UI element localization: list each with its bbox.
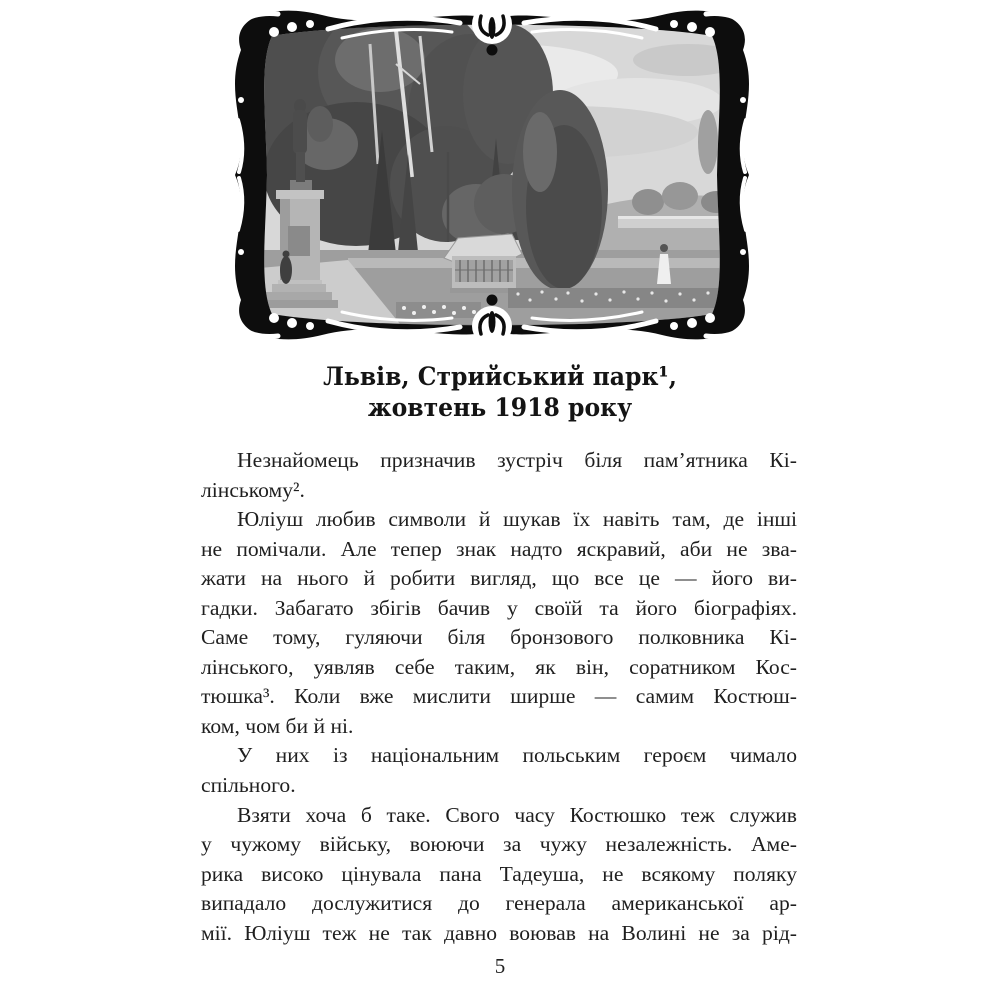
text-line: Саме тому, гуляючи біля бронзового полковника Кі- (201, 625, 797, 650)
paragraph (201, 801, 797, 949)
text-line: лінському². (201, 477, 305, 502)
paragraph (201, 446, 797, 505)
text-line: ком, чом би й ні. (201, 713, 354, 738)
text-line: жати на нього й робити вигляд, що все це — його ви- (201, 566, 797, 591)
text-line: не помічали. Але тепер знак надто яскравий, аби не зва- (201, 536, 797, 561)
text-line: Незнайомець призначив зустріч біля пам’ятника Кі- (237, 448, 797, 472)
text-line: Взяти хоча б таке. Свого часу Костюшко теж служив (237, 802, 797, 827)
text-line: лінського, уявляв себе таким, як він, соратником Кос- (201, 654, 797, 679)
text-line: спільного. (201, 773, 296, 798)
paragraph (201, 741, 797, 800)
text-line: тюшка³. Коли вже мислити ширше — самим Костюш- (201, 684, 797, 709)
text-line: рика високо цінувала пана Тадеуша, не всякому поляку (201, 861, 797, 886)
page-number: 5 (494, 954, 506, 978)
body-text (201, 446, 797, 948)
text-line: Юліуш любив символи й шукав їх навіть там, де інші (237, 507, 797, 532)
text-line: У них із національним польським героєм чимало (237, 743, 797, 768)
chapter-heading (30, 361, 970, 423)
park-photo-figure (208, 2, 776, 348)
text-line: випадало дослужитися до генерала американської ар- (201, 891, 797, 916)
text-line: мії. Юліуш теж не так давно воював на Волині не за рід- (201, 920, 797, 945)
text-line: гадки. Забагато збігів бачив у своїй та його біографіях. (201, 595, 797, 620)
text-line: у чужому війську, воюючи за чужу незалежність. Аме- (201, 832, 797, 857)
paragraph (201, 505, 797, 741)
heading-line: Львів, Стрийський парк¹, (323, 362, 677, 391)
art-nouveau-frame (208, 2, 776, 348)
heading-line: жовтень 1918 року (367, 393, 633, 422)
